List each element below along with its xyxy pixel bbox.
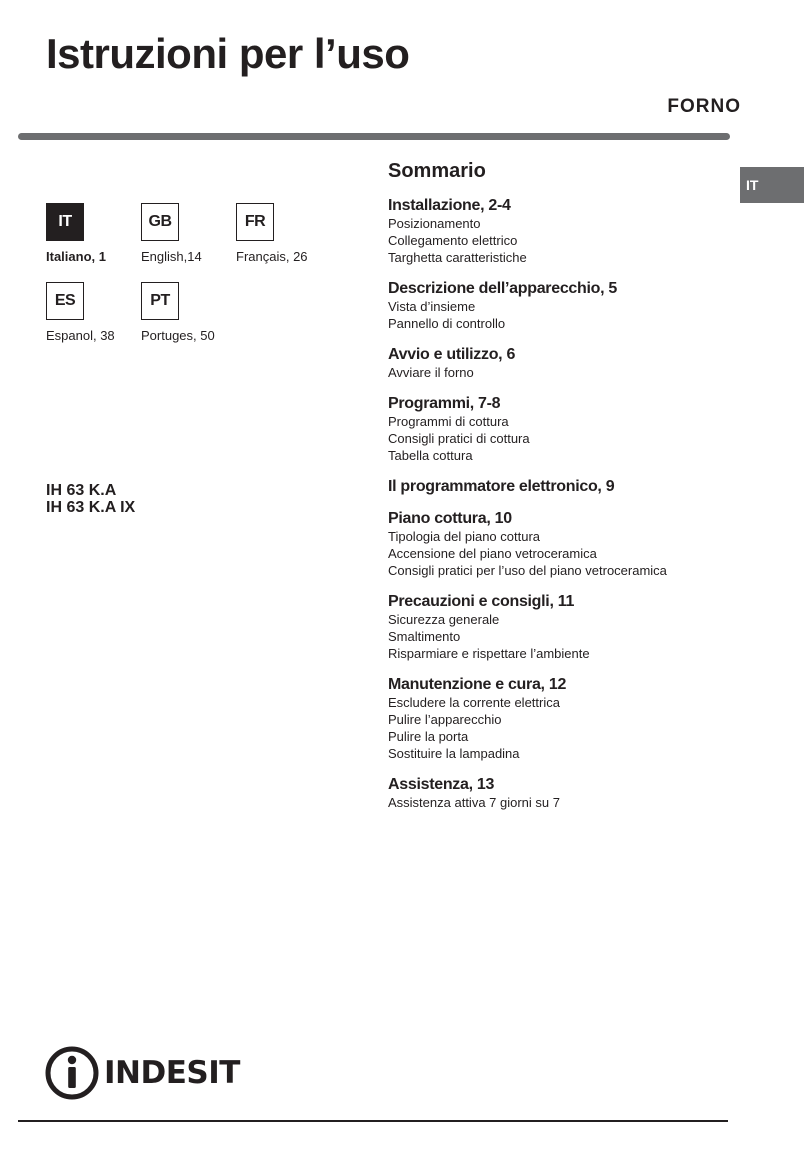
language-pt[interactable] — [141, 282, 241, 343]
toc-section-heading[interactable]: Il programmatore elettronico, 9 — [388, 478, 615, 495]
toc-section-heading[interactable]: Assistenza, 13 — [388, 776, 495, 793]
language-code-box: PT — [141, 282, 179, 320]
toc-section — [388, 478, 748, 496]
footer-divider — [18, 1120, 728, 1122]
language-fr[interactable] — [236, 203, 336, 264]
toc-item[interactable]: Posizionamento — [388, 216, 481, 231]
toc-section-heading[interactable]: Installazione, 2-4 — [388, 197, 511, 214]
toc-item[interactable]: Vista d’insieme — [388, 299, 476, 314]
toc-item[interactable]: Pulire la porta — [388, 729, 469, 744]
toc-section-heading[interactable]: Manutenzione e cura, 12 — [388, 676, 567, 693]
toc-section — [388, 280, 748, 332]
language-label: Portuges, 50 — [141, 328, 215, 343]
language-code-box: ES — [46, 282, 84, 320]
toc-section — [388, 346, 748, 381]
language-code-box: IT — [46, 203, 84, 241]
model-name: IH 63 K.A IX — [46, 499, 136, 516]
language-label: Italiano, 1 — [46, 249, 106, 264]
toc-item[interactable]: Sicurezza generale — [388, 612, 500, 627]
toc-section — [388, 395, 748, 464]
toc-item[interactable]: Consigli pratici di cottura — [388, 431, 530, 446]
model-name: IH 63 K.A — [46, 482, 117, 499]
toc-item[interactable]: Consigli pratici per l’uso del piano vetroceramica — [388, 563, 667, 578]
toc-section — [388, 676, 748, 762]
toc-section-heading[interactable]: Programmi, 7-8 — [388, 395, 501, 412]
language-it[interactable] — [46, 203, 146, 264]
toc-item[interactable]: Assistenza attiva 7 giorni su 7 — [388, 795, 560, 810]
toc-item[interactable]: Programmi di cottura — [388, 414, 509, 429]
toc-item[interactable]: Accensione del piano vetroceramica — [388, 546, 597, 561]
toc-section-heading[interactable]: Avvio e utilizzo, 6 — [388, 346, 516, 363]
toc-item[interactable]: Sostituire la lampadina — [388, 746, 520, 761]
language-es[interactable] — [46, 282, 146, 343]
language-code-box: FR — [236, 203, 274, 241]
toc-section-heading[interactable]: Descrizione dell’apparecchio, 5 — [388, 280, 618, 297]
toc-section-heading[interactable]: Piano cottura, 10 — [388, 510, 512, 527]
indesit-logo-icon — [44, 1045, 100, 1101]
table-of-contents — [388, 160, 748, 825]
toc-item[interactable]: Risparmiare e rispettare l’ambiente — [388, 646, 590, 661]
header-divider — [18, 133, 730, 140]
toc-item[interactable]: Tabella cottura — [388, 448, 473, 463]
toc-section — [388, 593, 748, 662]
toc-item[interactable]: Pannello di controllo — [388, 316, 506, 331]
language-label: Français, 26 — [236, 249, 308, 264]
model-list — [46, 482, 135, 516]
toc-item[interactable]: Targhetta caratteristiche — [388, 250, 527, 265]
toc-item[interactable]: Tipologia del piano cottura — [388, 529, 541, 544]
toc-section-heading[interactable]: Precauzioni e consigli, 11 — [388, 593, 575, 610]
toc-section — [388, 776, 748, 811]
toc-title: Sommario — [388, 160, 486, 182]
toc-item[interactable]: Avviare il forno — [388, 365, 474, 380]
language-label: English,14 — [141, 249, 202, 264]
toc-section — [388, 197, 748, 266]
language-gb[interactable] — [141, 203, 241, 264]
toc-item[interactable]: Collegamento elettrico — [388, 233, 518, 248]
brand-name: INDESIT — [104, 1055, 240, 1091]
toc-item[interactable]: Smaltimento — [388, 629, 461, 644]
toc-item[interactable]: Escludere la corrente elettrica — [388, 695, 560, 710]
page-title: Istruzioni per l’uso — [46, 30, 410, 77]
toc-section — [388, 510, 748, 579]
language-tab: IT — [740, 167, 804, 203]
language-label: Espanol, 38 — [46, 328, 115, 343]
language-code-box: GB — [141, 203, 179, 241]
toc-item[interactable]: Pulire l’apparecchio — [388, 712, 502, 727]
product-type: FORNO — [667, 96, 741, 117]
brand-logo — [44, 1045, 240, 1101]
